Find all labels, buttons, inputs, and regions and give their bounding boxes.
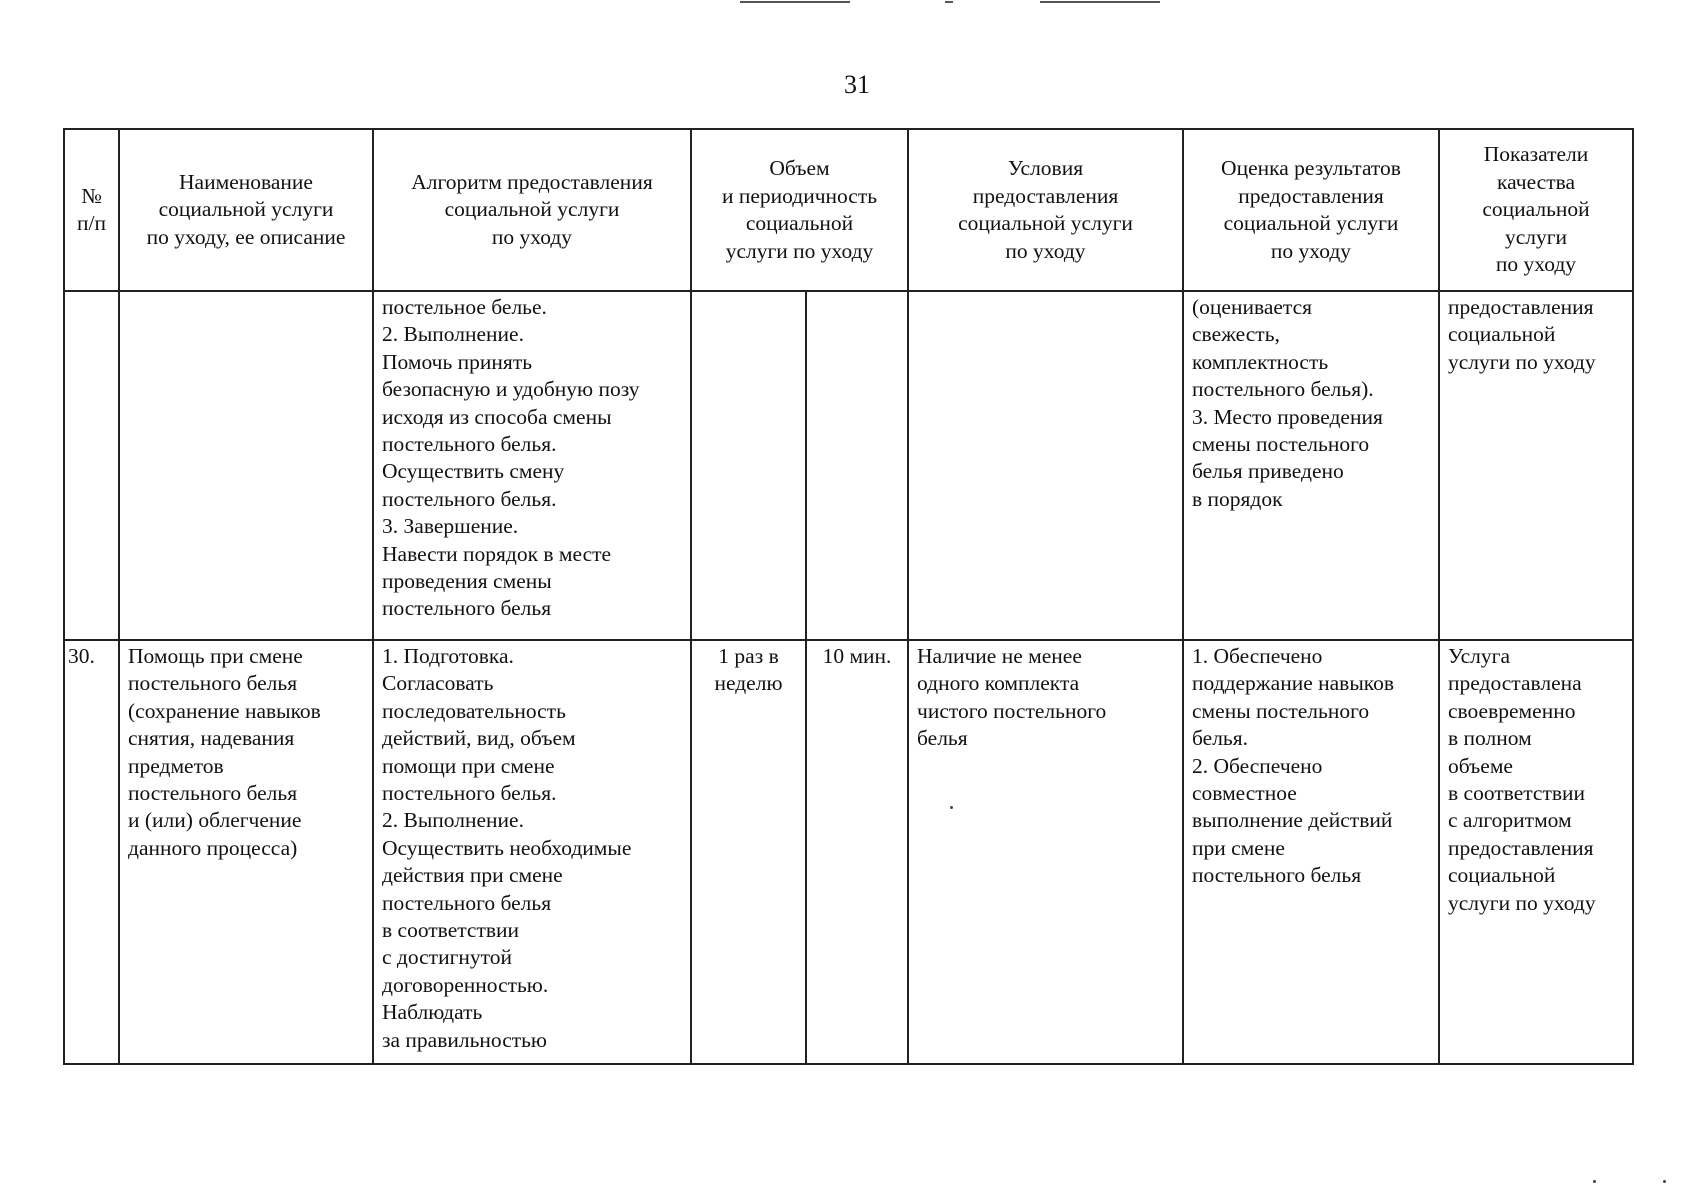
- cell-quality: предоставления социальной услуги по уходу: [1439, 291, 1633, 640]
- header-service-name: Наименование социальной услуги по уходу, ее описание: [119, 129, 373, 291]
- scan-speck: [950, 806, 953, 809]
- scan-artifact-marks: [740, 0, 1160, 6]
- cell-duration: 10 мин.: [806, 640, 908, 1064]
- table-header-row: [64, 129, 1633, 291]
- table-row: [64, 640, 1633, 1064]
- header-number: № п/п: [64, 129, 119, 291]
- cell-service-name: [119, 291, 373, 640]
- cell-conditions: Наличие не менее одного комплекта чистого постельного белья: [908, 640, 1183, 1064]
- cell-frequency: 1 раз в неделю: [691, 640, 806, 1064]
- cell-frequency: [691, 291, 806, 640]
- cell-evaluation: (оценивается свежесть, комплектность постельного белья). 3. Место проведения смены постельного белья приведено в порядок: [1183, 291, 1439, 640]
- cell-quality: Услуга предоставлена своевременно в полном объеме в соответствии с алгоритмом предоставления социальной услуги по уходу: [1439, 640, 1633, 1064]
- cell-duration: [806, 291, 908, 640]
- services-table: [63, 128, 1634, 1065]
- cell-number: [64, 291, 119, 640]
- cell-conditions: [908, 291, 1183, 640]
- cell-number: 30.: [64, 640, 119, 1064]
- table-row: [64, 291, 1633, 640]
- scan-speck: [1593, 1180, 1596, 1183]
- scan-speck: [1663, 1180, 1666, 1183]
- page-number: 31: [844, 70, 870, 99]
- cell-service-name: Помощь при смене постельного белья (сохранение навыков снятия, надевания предметов постельного белья и (или) облегчение данного процесса): [119, 640, 373, 1064]
- cell-algorithm: постельное белье. 2. Выполнение. Помочь принять безопасную и удобную позу исходя из способа смены постельного белья. Осуществить смену постельного белья. 3. Завершение. Навести порядок в месте проведения смены постельного белья: [373, 291, 691, 640]
- header-volume-frequency: Объем и периодичность социальной услуги по уходу: [691, 129, 908, 291]
- cell-algorithm: 1. Подготовка. Согласовать последовательность действий, вид, объем помощи при смене постельного белья. 2. Выполнение. Осуществить необходимые действия при смене постельного белья в соответствии с достигнутой договоренностью. Наблюдать за правильностью: [373, 640, 691, 1064]
- header-quality: Показатели качества социальной услуги по уходу: [1439, 129, 1633, 291]
- header-algorithm: Алгоритм предоставления социальной услуги по уходу: [373, 129, 691, 291]
- header-evaluation: Оценка результатов предоставления социальной услуги по уходу: [1183, 129, 1439, 291]
- cell-evaluation: 1. Обеспечено поддержание навыков смены постельного белья. 2. Обеспечено совместное выполнение действий при смене постельного белья: [1183, 640, 1439, 1064]
- header-conditions: Условия предоставления социальной услуги по уходу: [908, 129, 1183, 291]
